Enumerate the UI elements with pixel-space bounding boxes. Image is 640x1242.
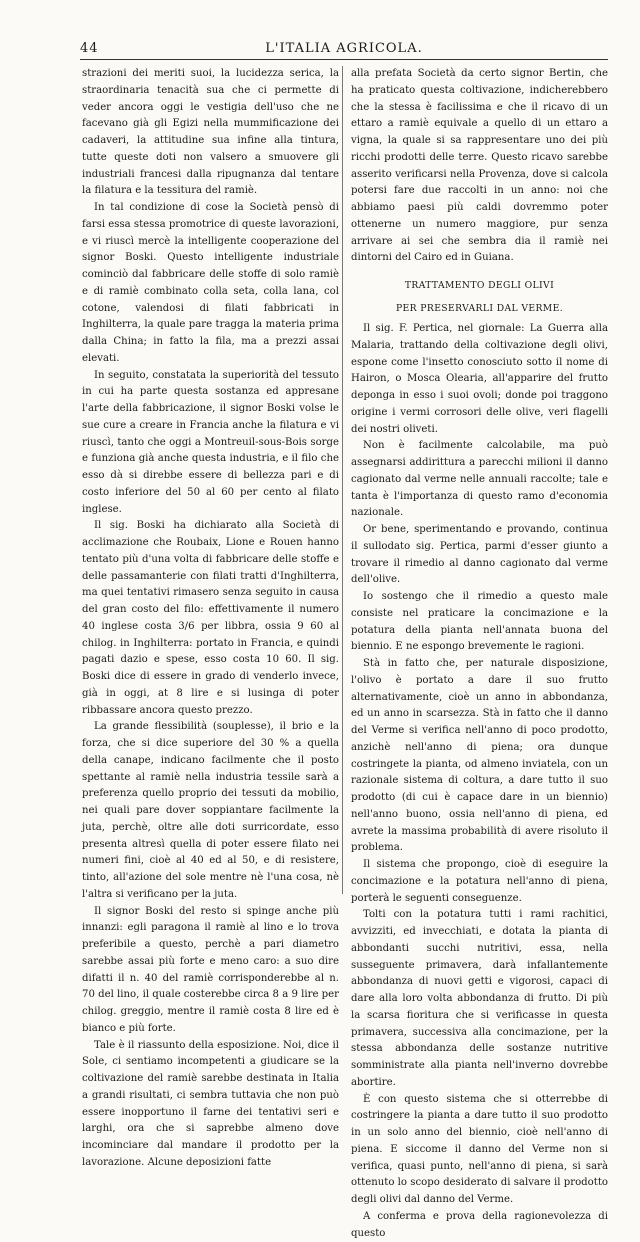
- paragraph: Non è facilmente calcolabile, ma può assegnarsi addirittura a parecchi milioni il danno cagionato dal verme nelle annuali raccolte; tale e tanta è l'importanza di questo ramo d'economia nazionale.: [351, 440, 608, 519]
- paragraph: Il signor Boski del resto si spinge anche più innanzi: egli paragona il ramiè al lino e lo trova preferibile a questo, perchè a pari diametro sarebbe assai più forte e meno caro: a suo dire difatti il n. 40 del ramiè corrisponderebbe al n. 70 del lino, il quale costerebbe circa 8 a 9 lire per chilog. greggio, mentre il ramiè costa 8 lire ed è bianco e più forte.: [82, 905, 339, 1034]
- section-title: TRATTAMENTO DEGLI OLIVI: [404, 280, 555, 291]
- paragraph: La grande flessibilità (souplesse), il brio e la forza, che si dice superiore del 30 % a quella della canape, indicano facilmente che il posto spettante al ramiè nella industria tessile sarà a preferenza quello proprio dei tessuti da mobilio, nei quali pare dover soppiantare facilmente la juta, perchè, oltre alle doti surricordate, esso presenta altresì quella di poter essere filato nei numeri fini, cioè al 40 ed al 50, e di resistere, tinto, all'azione del sole mentre nè l'una cosa, nè l'altra si verificano per la juta.: [82, 721, 339, 900]
- column-divider: [342, 66, 343, 894]
- paragraph: È con questo sistema che si otterrebbe di costringere la pianta a dare tutto il suo prodotto in un solo anno del biennio, cioè nell'anno di piena. E siccome il danno del Verme non si verifica, quasi punto, nell'anno di piena, si sarà ottenuto lo scopo desiderato di salvare il prodotto degli olivi dal danno del Verme.: [351, 1093, 608, 1205]
- running-header: [80, 41, 608, 59]
- paragraph: Il sig. Boski ha dichiarato alla Società di acclimazione che Roubaix, Lione e Rouen hanno tentato più d'una volta di fabbricare delle stoffe e delle passamanterie con filati tratti d'Inghilterra, ma quei tentativi rimasero senza seguito in causa del gran costo del filo: effettivamente il numero 40 inglese costa 3/6 per libbra, ossia 9 60 al chilog. in Inghilterra: portato in Francia, e quindi pagati dazio e spese, esso costa 10 60. Il sig. Boski dice di essere in grado di venderlo invece, già in oggi, at 8 lire e si lusinga di poter ribbassare ancora questo prezzo.: [82, 520, 339, 716]
- right-column: [351, 66, 608, 1239]
- paragraph: A conferma e prova della ragionevolezza di questo: [351, 1210, 608, 1239]
- running-title: L'ITALIA AGRICOLA.: [265, 41, 423, 56]
- paragraph: In seguito, constatata la superiorità del tessuto in cui ha parte questa sostanza ed appresane l'arte della fabbricazione, il signor Boski volse le sue cure a creare in Francia anche la filatura e vi riuscì, tanto che oggi a Montreuil-sous-Bois sorge e funziona già anche questa industria, e il filo che esso dà si direbbe essere di bellezza pari e di costo inferiore del 50 al 60 per cento al filato inglese.: [82, 369, 339, 515]
- left-column: [82, 66, 339, 1168]
- paragraph: Il sig. F. Pertica, nel giornale: La Guerra alla Malaria, trattando della coltivazione degli olivi, espone come l'insetto conosciuto sotto il nome di Hairon, o Mosca Olearia, all'apparire del frutto depongа in esso i suoi ovoli; donde poi traggono origine i vermi corrosori delle olive, veri flagelli dei nostri oliveti.: [351, 323, 608, 435]
- paragraph: Tale è il riassunto della esposizione. Noi, dice il Sole, ci sentiamo incompetenti a giudicare se la coltivazione del ramiè sarebbe destinata in Italia a grandi risultati, ci sembra tuttavia che non può essere inopportuno il farne dei tentativi seri e larghi, ora che si saprebbe almeno dove incominciare dal mandare il prodotto per la lavorazione. Alcune deposizioni fatte: [82, 1039, 339, 1168]
- page-number: 44: [80, 41, 99, 56]
- section-subtitle: PER PRESERVARLI DAL VERME.: [395, 303, 564, 314]
- paragraph: Stà in fatto che, per naturale disposizione, l'olivo è portato a dare il suo frutto alternativamente, cioè un anno in abbondanza, ed un anno in scarsezza. Stà in fatto che il danno del Verme si verifica nell'anno di poco prodotto, anzichè nell'anno di piena; ora dunque costringete la pianta, od almeno inviatela, con un razionale sistema di coltura, a dare tutto il suo prodotto (di cui è capace dare in un biennio) nell'anno buono, ossia nell'anno di piena, ed avrete la massima probabilità di avere risoluto il problema.: [351, 658, 608, 854]
- paragraph: In tal condizione di cose la Società pensò di farsi essa stessa promotrice di queste lavorazioni, e vi riuscì mercè la intelligente cooperazione del signor Boski. Questo intelligente industriale cominciò dal fabbricare delle stoffe di solo ramiè e di ramiè combinato colla seta, colla lana, col cotone, valendosi di filati fabbricati in Inghilterra, la quale pare tragga la materia prima dalla China; in fatto la fila, ma a prezzi assai elevati.: [82, 202, 339, 364]
- paragraph: Il sistema che propongo, cioè di eseguire la concimazione e la potatura nell'anno di piena, porterà le seguenti conseguenze.: [351, 859, 608, 904]
- paragraph: strazioni dei meriti suoi, la lucidezza serica, la straordinaria tenacità sua che ci permette di veder ancora oggi le vestigia dell'uso che ne facevano già gli Egizi nella mummificazione dei cadaveri, la attitudine sua infine alla tintura, tutte queste doti non valsero a smuovere gli industriali francesi dalla ripugnanza dal tentare la filatura e la tessitura del ramiè.: [82, 68, 339, 197]
- header-rule: [80, 59, 608, 60]
- paragraph: Tolti con la potatura tutti i rami rachitici, avvizziti, ed invecchiati, e dotata la pianta di abbondanti succhi nutritivi, essa, nella susseguente primavera, darà infallantemente abbondanza di nuovi getti e vigorosi, capaci di dare alla loro volta abbondanza di frutto. Di più la scarsa fioritura che si verificasse in questa primavera, successiva alla concimazione, per la stessa abbondanza delle sostanze nutritive somministrate alla pianta nell'inverno dovrebbe abortire.: [351, 909, 608, 1088]
- paragraph: Io sostengo che il rimedio a questo male consiste nel praticare la concimazione e la potatura della pianta nell'annata buona del biennio. E ne espongo brevemente le ragioni.: [351, 591, 608, 653]
- paragraph: Or bene, sperimentando e provando, continua il sullodato sig. Pertica, parmi d'esser giunto a trovare il rimedio al danno cagionato dal verme dell'olive.: [351, 524, 608, 586]
- paragraph: alla prefata Società da certo signor Bertin, che ha praticato questa coltivazione, indicherebbero che la stessa è facilissima e che il ricavo di un ettaro a ramiè equivale a quello di un ettaro a vigna, la quale si sa rappresentare uno dei più ricchi prodotti delle terre. Questo ricavo sarebbe asserito verificarsi nella Provenza, dove si calcola potersi fare due raccolti in un anno: noi che abbiamo paesi più caldi dovremmo poter ottenerne un numero maggiore, pur senza arrivare ai sei che sembra dia il ramiè nei dintorni del Cairo ed in Guiana.: [351, 68, 608, 264]
